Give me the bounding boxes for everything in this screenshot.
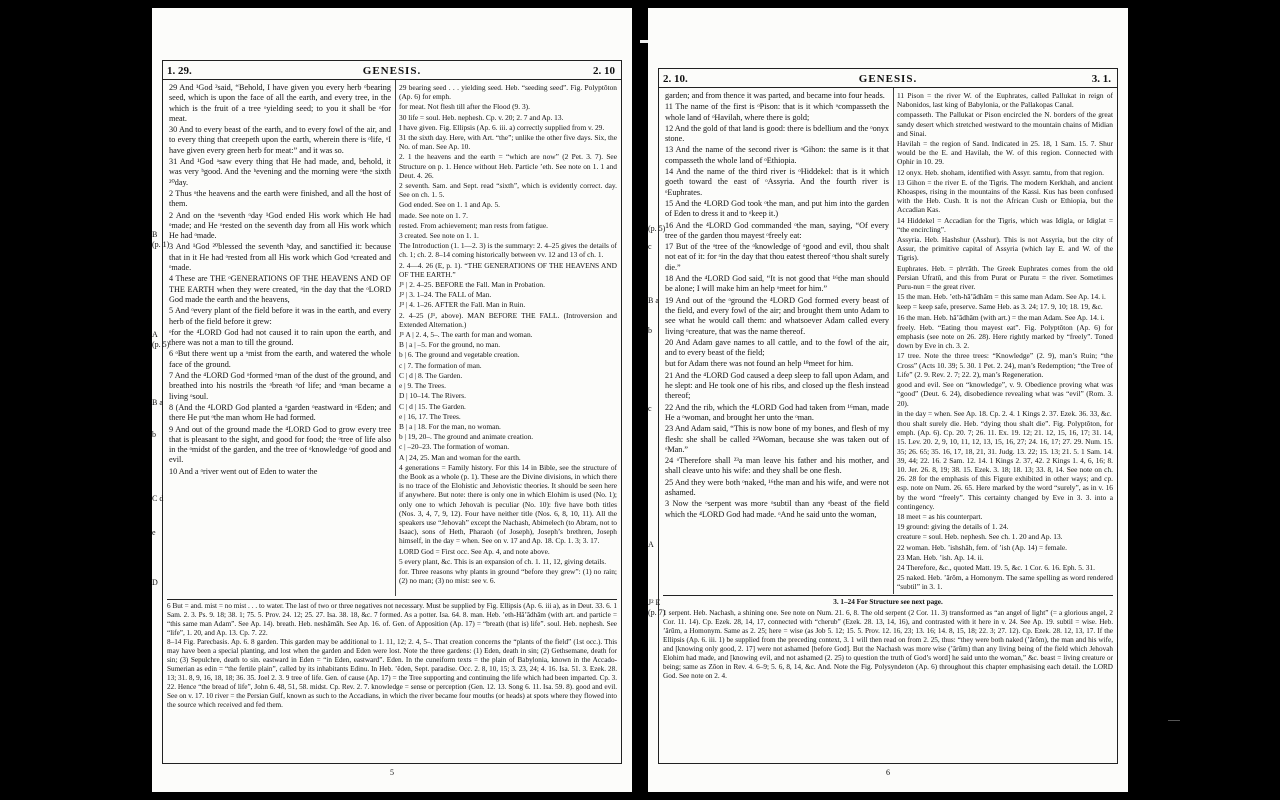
header-left-ref: 2. 10. [663, 73, 688, 85]
marginal-label: e [152, 528, 156, 537]
note-entry: keep = keep safe, preserve. Same Heb. as 3. 24; 17. 9, 10; 18. 19, &c. [897, 302, 1103, 312]
verse-paragraph: 30 And to every beast of the earth, and to every fowl of the air, and to every thing that creepeth upon the earth, wherein there is ᵒlife, ᵒI have given every green herb for meat:” and it was so. [169, 125, 391, 155]
marginal-label: (p. 5) [648, 224, 666, 233]
verse-paragraph: 17 But of the ᵒtree of the ᵒknowledge of ᵒgood and evil, thou shalt not eat of it: for ᵒin the day that thou eatest thereof ᵒthou shalt surely die.” [665, 242, 889, 272]
right-main-text [665, 91, 889, 591]
note-entry: A | 24, 25. Man and woman for the earth. [399, 452, 521, 462]
header-book-title: GENESIS. [362, 65, 422, 77]
footnote-paragraph: 8–14 Fig. Parecbasis. Ap. 6. 8 garden. This garden may be additional to 1. 11, 12; 2. 4, 5–. That creation concerns the “plants of the field” (1st occ.). This may have been a special planting, and lost when the garden and Eden were lost. Note the three gardens: (1) Eden, death in sin; (2) Gethsemane, death for sin; (3) Sepulchre, death to sin. eastward in Eden = “in Eden, eastward”. Eden. In the cuneiform texts = the plain of Babylonia, known in the Accado-Sumerian as edin = “the fertile plain”, called by its inhabitants Edinu. In Heb. ’êden, Sept. paradise. Occ. 2. 8, 10, 15; 3. 23, 24; 4. 16. Isa. 51. 3. Ezek. 28. 13; 31. 8, 9, 16, 18, 18; 36. 35. Joel 2. 3. 9 tree of life. Gen. of cause (Ap. 17) = the Tree supporting and continuing the life which had been imparted. Cp. 3. 22. Hence “the bread of life”, John 6. 48, 51, 58. midst. Cp. Rev. 2. 7. knowledge = sense or perception (Gen. 12. 13. Song 6. 11. Isa. 59. 8). good and evil. See on v. 17. 10 river = the Persian Gulf, known as such to the Accadians, in which the river became four mouths (or heads) at spots where they flowed into the source which received and fed them. [167, 638, 617, 709]
note-entry: C | d | 15. The Garden. [399, 401, 466, 411]
note-entry: 11 Pison = the river W. of the Euphrates, called Pallukat in reign of Nabonidos, last king of Babylonia, or the Pallakopas Canal. [897, 91, 1113, 110]
right-page-header [659, 73, 1117, 87]
verse-paragraph: but for Adam there was not found an help ¹⁸meet for him. [665, 359, 854, 369]
note-entry: J³ | 4. 1–26. AFTER the Fall. Man in Ruin. [399, 300, 526, 310]
column-divider [893, 88, 894, 594]
header-rule [659, 87, 1117, 88]
note-entry: 25 naked. Heb. ’ārōm, a Homonym. The same spelling as word rendered “subtil” in 3. 1. [897, 573, 1113, 591]
note-entry: for meat. Not flesh till after the Flood (9. 3). [399, 102, 530, 112]
note-entry: 31 the sixth day. Here, with Art. “the”; unlike the other five days. Six, the No. of man. See Ap. 10. [399, 133, 617, 152]
note-entry: 22 woman. Heb. ’ishshāh, fem. of ’ish (Ap. 14) = female. [897, 542, 1068, 552]
verse-paragraph: 20 And Adam gave names to all cattle, and to the fowl of the air, and to every beast of the field; [665, 337, 889, 358]
note-entry: e | 9. The Trees. [399, 381, 446, 391]
note-entry: freely. Heb. “Eating thou mayest eat”. Fig. Polyptōton (Ap. 6) for emphasis (see note on 26. 28). Here rightly marked by “freely”. Toned down by Eve in ch. 3. 2. [897, 322, 1113, 351]
verse-paragraph: 14 And the name of the third river is ᵒHiddekel: that is it which goeth toward the east of ᵒAssyria. And the fourth river is ᵒEuphrates. [665, 167, 889, 197]
verse-paragraph: 4 These are THE ᵒGENERATIONS OF THE HEAVENS AND OF THE EARTH when they were created, ᵒin the day that the ᵒLORD God made the earth and the heavens, [169, 274, 391, 304]
header-left-ref: 1. 29. [167, 65, 192, 77]
note-entry: 23 Man. Heb. ’ish. Ap. 14. ii. [897, 552, 984, 562]
note-entry: 24 Therefore, &c., quoted Matt. 19. 5, &c. 1 Cor. 6. 16. Eph. 5. 31. [897, 562, 1095, 572]
note-entry: 29 bearing seed . . . yielding seed. Heb. “seeding seed”. Fig. Polyptōton (Ap. 6) for emph. [399, 83, 617, 102]
verse-paragraph: ᵒfor the ⁴LORD God had not caused it to rain upon the earth, and there was not a man to till the ground. [169, 327, 391, 348]
note-entry: God ended. See on 1. 1 and Ap. 5. [399, 200, 500, 210]
left-footnotes [167, 599, 617, 762]
left-page-number: 5 [390, 768, 394, 777]
note-entry: 14 Hiddekel = Accadian for the Tigris, which was Idigla, or Idiglat = “the encircling”. [897, 215, 1113, 234]
right-notes-column [897, 91, 1113, 591]
marginal-label: J² E [648, 598, 661, 607]
note-entry: 2. 4—4. 26 (E, p. 1). “THE GENERATIONS OF THE HEAVENS AND OF THE EARTH.” [399, 260, 617, 279]
verse-paragraph: 3 Now the ᵒserpent was more ᵒsubtil than any ᵒbeast of the field which the ⁴LORD God had made. ᵒAnd he said unto the woman, [665, 499, 889, 519]
verse-paragraph: 2 Thus ᵒthe heavens and the earth were finished, and all the host of them. [169, 188, 391, 209]
column-divider [395, 80, 396, 596]
note-entry: B | a | 18. For the man, no woman. [399, 421, 501, 431]
verse-paragraph: 16 And the ⁴LORD God commanded ᵒthe man, saying, “Of every tree of the garden thou mayest ᵒfreely eat: [665, 220, 889, 240]
verse-paragraph: 23 And Adam said, “This is now bone of my bones, and flesh of my flesh: she shall be called ²²Woman, because she was taken out of ᵒMan.” [665, 424, 889, 454]
left-main-text [169, 83, 391, 593]
note-entry: 2. 4–25 (J¹, above). MAN BEFORE THE FALL. (Introversion and Extended Alternation.) [399, 310, 617, 329]
verse-paragraph: 21 And the ⁴LORD God caused a deep sleep to fall upon Adam, and he slept: and He took one of his ribs, and closed up the flesh instead thereof; [665, 370, 889, 401]
marginal-label: b [152, 430, 156, 439]
header-right-ref: 2. 10 [593, 65, 615, 77]
marginal-label: c [648, 242, 652, 251]
verse-paragraph: 19 And out of the ᵒground the ⁴LORD God formed every beast of the field, and every fowl of the air; and brought them unto Adam to see what he would call them: and whatsoever Adam called every living ᵒcreature, that was the name thereof. [665, 295, 889, 336]
note-entry: 13 Gihon = the river E. of the Tigris. The modern Kerkhah, and ancient Khoaspes, rising in the mountains of the Kassi. Kus has been confused with the Heb. Cush. It is not the African Cush or Ethiopia, but the Accadian Kas. [897, 177, 1113, 215]
note-entry: J¹ | 2. 4–25. BEFORE the Fall. Man in Probation. [399, 280, 545, 290]
right-page [648, 8, 1128, 792]
header-book-title: GENESIS. [858, 73, 918, 85]
marginal-label: b [648, 326, 652, 335]
verse-paragraph: 15 And the ⁴LORD God took ᵒthe man, and put him into the garden of Eden to dress it and to ᵒkeep it.) [665, 198, 889, 219]
marginal-label: D [152, 578, 158, 587]
note-entry: 18 meet = as his counterpart. [897, 511, 983, 521]
marginal-label: B [152, 230, 158, 239]
note-entry: compasseth. The Pallukat or Pison encircled the N. borders of the great sandy desert which stretched westward to the mountain chains of Midian and Sinai. [897, 110, 1113, 138]
verse-paragraph: 31 And ¹God ᵃsaw every thing that He had made, and, behold, it was very ᵇgood. And the ᵇevening and the morning were ᵒthe sixth ²⁰day. [169, 157, 391, 187]
note-entry: 12 onyx. Heb. shoham, identified with Assyr. samtu, from that region. [897, 167, 1104, 177]
verse-paragraph: 10 And a ᵒriver went out of Eden to water the [169, 466, 318, 476]
note-entry: J² | 3. 1–24. The FALL of Man. [399, 290, 492, 300]
verse-paragraph: 6 ᵒBut there went up a ᵒmist from the earth, and watered the whole face of the ground. [169, 349, 391, 369]
verse-paragraph: 12 And the gold of that land is good: there is bdellium and the ᵒonyx stone. [665, 123, 889, 144]
note-entry: C | d | 8. The Garden. [399, 370, 463, 380]
note-entry: c | –20–23. The formation of woman. [399, 442, 510, 452]
structure-heading: 3. 1–24 For Structure see next page. [833, 598, 943, 606]
note-entry: e | 16, 17. The Trees. [399, 411, 461, 421]
marginal-label: A [648, 540, 654, 549]
marginal-label: C d [152, 494, 164, 503]
note-entry: J¹ A | 2. 4, 5–. The earth for man and woman. [399, 330, 533, 340]
verse-paragraph: 8 (And the ⁴LORD God planted a ᵒgarden ᵒeastward in ᵒEden; and there He put ᵒthe man whom He had formed. [169, 402, 391, 423]
note-entry: thou shalt surely die. Heb. “dying thou shalt die”. Fig. Polyptōton, for emph. (Ap. 6). Cp. 20. 7; 26. 11. Ex. 19. 12; 21. 12, 15, 16, 17; 31. 14, 15. Lev. 20. 2, 9, 10, 11, 12, 13, 15, 16, 27; 24. 16, 17; 27. 29. Num. 15. 35; 26. 65; 35. 16, 17, 18, 21, 31. Judg. 13. 22; 15. 13; 21. 5. 1 Sam. 14. 39, 44; 22. 16. 2 Sam. 12. 14. 1 Kings 2. 37, 42. 2 Kings 1. 4, 6, 16; 8. 10. Jer. 26. 8, 19; 38. 15. Ezek. 3. 18; 18. 13; 33. 8, 14. See note on ch. 26. 28 for the emphasis of this Figure exhibited in other ways; and cp. esp. note on Num. 26. 65. Here marked by the word “surely”, as in v. 16 by the word “freely”. This certainty changed by Eve in 3. 3. into a contingency. [897, 418, 1113, 511]
note-entry: D | 10–14. The Rivers. [399, 391, 467, 401]
note-entry: 30 life = soul. Heb. nephesh. Cp. v. 20; 2. 7 and Ap. 13. [399, 112, 564, 122]
verse-paragraph: 7 And the ⁴LORD God ᵒformed ᵒman of the dust of the ground, and breathed into his nostrils the ᵒbreath ᵒof life; and ᵒman became a living ᵒsoul. [169, 371, 391, 401]
note-entry: The Introduction (1. 1—2. 3) is the summary: 2. 4–25 gives the details of ch. 1; ch. 2. 8–14 coming historically between vv. 12 and 13 of ch. 1. [399, 241, 617, 260]
marginal-label: (p. 1) [152, 240, 170, 249]
verse-paragraph: 25 And they were both ᵒnaked, ¹⁶the man and his wife, and were not ashamed. [665, 477, 889, 497]
left-page [152, 8, 632, 792]
note-entry: good and evil. See on “knowledge”, v. 9. Obedience proving what was “good” (Deut. 6. 24), disobedience revealing what was “evil” (Rom. 3. 20). [897, 380, 1113, 408]
right-page-frame [658, 68, 1118, 777]
note-entry: Havilah = the region of Sand. Indicated in 25. 18, 1 Sam. 15. 7. Shur would be the E. and Havilah, the W. of this region. Connected with Ophir in 10. 29. [897, 139, 1113, 167]
marginal-label: (p. 5) [152, 340, 170, 349]
marginal-label: (p. 7) [648, 608, 666, 617]
verse-paragraph: 18 And the ⁴LORD God said, “It is not good that ¹⁶the man should be alone; I will make him an help ᵒmeet for him.” [665, 274, 889, 294]
note-entry: 19 ground: giving the details of 1. 24. [897, 522, 1009, 532]
note-entry: in the day = when. See Ap. 18. Cp. 2. 4. 1 Kings 2. 37. Ezek. 36. 33, &c. [897, 408, 1112, 418]
footnote-paragraph: 6 But = and. mist = no mist . . . to water. The last of two or three negatives not necessary. Must be supplied by Fig. Ellipsis (Ap. 6. iii a), as in Deut. 33. 6. 1 Sam. 2. 3. Ps. 9. 18; 38. 1; 75. 5. Prov. 24. 12; 25. 27. Isa. 38. 18, &c. 7 formed. As a potter. Isa. 64. 8. man. Heb. ’eth-Hā’ādhām (with art. and particle = “this same man Adam”. See Ap. 14). breath. Heb. neshāmāh. See Ap. 16. of. Gen. of Apposition (Ap. 17) = “breath (that is) life”. soul. Heb. nephesh. See “life”, 1. 20, and Ap. 13. Cp. 7. 22. [167, 602, 617, 637]
right-page-number: 6 [886, 768, 890, 777]
note-entry: creature = soul. Heb. nephesh. See ch. 1. 20 and Ap. 13. [897, 532, 1063, 542]
note-entry: 5 every plant, &c. This is an expansion of ch. 1. 11, 12, giving details. [399, 556, 607, 566]
verse-paragraph: 5 And ᵒevery plant of the field before it was in the earth, and every herb of the field before it grew: [169, 306, 391, 326]
note-entry: 15 the man. Heb. ’eth-hā’ādhām = this same man Adam. See Ap. 14. i. [897, 292, 1106, 302]
footnote-paragraph: 1 serpent. Heb. Nachash, a shining one. See note on Num. 21. 6, 8. The old serpent (2 Cor. 11. 3) transformed as “an angel of light” (= a glorious angel, 2 Cor. 11. 14). Cp. Ezek. 28, 14, 17, connected with “cherub” (Ezek. 28. 13, 14, 16), and contrasted with it here in v. 24. See Ap. 19. subtil = wise. Heb. ’ārūm, a Homonym. Same as 2. 25; here = wise (as Job 5. 12; 15. 5. Prov. 12. 16, 23; 13. 16; 14. 8, 15, 18; 22. 3; 27. 12). Cp. Ezek. 28. 12, 13, 17. If the Ellipsis (Ap. 6. iii. 1) be supplied from the preceding context, 3. 1 will then read on from 2. 25, thus: “they were both naked (’ārōm), the man and his wife, and [knowing only good, 2. 17] were not ashamed [before God]. But the Nachash was more wise (’ārūm) than any living being of the field which Jehovah Elohim had made, and [knowing evil, and not ashamed (2. 25) to question the truth of God’s word] he said unto the woman,” &c. beast = living creature or being; same as Zōon in Rev. 4. 6–9; 5. 6, 8, 14, &c. And. Note the Fig. Polysyndeton (Ap. 6) throughout this chapter emphasising each detail. the LORD God. See note on 2. 4. [663, 609, 1113, 680]
verse-paragraph: 29 And ¹God ²said, “Behold, I have given you every herb ᵒbearing seed, which is upon the face of all the earth, and every tree, in the which is the fruit of a tree ᵒyielding seed; to you it shall be ᵒfor meat. [169, 83, 391, 123]
note-entry: 2. 1 the heavens and the earth = “which are now” (2 Pet. 3. 7). See Structure on p. 1. Hence without Heb. Particle ’eth. See note on 1. 1 and Deut. 4. 26. [399, 152, 617, 180]
verse-paragraph: 2 And on the ᵒseventh ᵒday ¹God ended His work which He had ᵒmade; and He ᵒrested on the seventh day from all His work which He had ᵒmade. [169, 210, 391, 241]
note-entry: b | 6. The ground and vegetable creation. [399, 350, 520, 360]
note-entry: rested. From achievement; man rests from fatigue. [399, 220, 548, 230]
right-footnotes [663, 595, 1113, 748]
marginal-label: c [648, 404, 652, 413]
verse-paragraph: 3 And ¹God ²⁰blessed the seventh ᵇday, and sanctified it: because that in it He had ᵒrested from all His work which God ᵒcreated and ᵒmade. [169, 242, 391, 273]
verse-paragraph: 24 ᵒTherefore shall ²³a man leave his father and his mother, and shall cleave unto his wife: and they shall be one flesh. [665, 456, 889, 476]
left-notes-column [399, 83, 617, 593]
left-page-header [163, 65, 621, 79]
note-entry: 4 generations = Family history. For this 14 in Bible, see the structure of the Book as a whole (p. 1). These are the Divine divisions, in which there is no trace of the Elohistic and Jehovistic theories. It should be seen here if anywhere. But note: there is only one in which Elohim is used (No. 1); only one to which Jehovah is peculiar (No. 10): five have both titles (Nos. 3, 4, 7, 9, 12). Four have neither title (Nos. 6, 8, 10, 11). All the speakers use “Jehovah” except the Nachash, Abimelech (to Abram, not to Isaac), sons of Heth, Pharaoh (of Joseph), Joseph’s brethren, Joseph himself, in the day = when. See on v. 17 and Ap. 18. Cp. 1. 3; 3. 17. [399, 462, 617, 546]
note-entry: for. Three reasons why plants in ground “before they grew”: (1) no rain; (2) no man; (3) no mist: see v. 6. [399, 566, 617, 586]
note-entry: made. See note on 1. 7. [399, 210, 468, 220]
note-entry: LORD God = First occ. See Ap. 4, and note above. [399, 546, 550, 556]
marginal-label: A [152, 330, 158, 339]
note-entry: c | 7. The formation of man. [399, 360, 482, 370]
verse-paragraph: 13 And the name of the second river is ᵒGihon: the same is it that compasseth the whole land of ᵒEthiopia. [665, 145, 889, 165]
note-entry: b | 19, 20–. The ground and animate creation. [399, 432, 534, 442]
marginal-label: B a [648, 296, 659, 305]
note-entry: 3 created. See note on 1. 1. [399, 231, 479, 241]
scan-edge [1168, 720, 1180, 721]
verse-paragraph: 11 The name of the first is ᵒPison: that is it which ᵒcompasseth the whole land of ᵒHavilah, where there is gold; [665, 102, 889, 122]
note-entry: B | a | –5. For the ground, no man. [399, 340, 501, 350]
note-entry: 17 tree. Note the three trees: “Knowledge” (2. 9), man’s Ruin; “the Cross” (Acts 10. 39; 5. 30. 1 Pet. 2. 24), man’s Redemption; “the Tree of Life” (2. 9. Rev. 2. 7; 22. 2), man’s Regeneration. [897, 351, 1113, 379]
note-entry: 2 seventh. Sam. and Sept. read “sixth”, which is evidently correct. day. See on ch. 1. 5. [399, 181, 617, 200]
verse-paragraph: garden; and from thence it was parted, and became into four heads. [665, 91, 885, 100]
note-entry: 16 the man. Heb. hā’ādhām (with art.) = the man Adam. See Ap. 14. i. [897, 312, 1105, 322]
verse-paragraph: 9 And out of the ground made the ⁴LORD God to grow every tree that is pleasant to the sight, and good for food; the ᵒtree of life also in the ᵒmidst of the garden, and the tree of ᵒknowledge ᵒof good and evil. [169, 424, 391, 465]
verse-paragraph: 22 And the rib, which the ⁴LORD God had taken from ¹⁶man, made He a ᵒwoman, and brought her unto the ᵒman. [665, 402, 889, 422]
note-entry: Assyria. Heb. Hashshur (Asshur). This is not Assyria, but the city of Assur, the primitive capital of Assyria (which lay E. and W. of the Tigris). [897, 235, 1113, 263]
note-entry: Euphrates. Heb. = phᵉrāth. The Greek Euphrates comes from the old Persian Ufratû, and this from Purat or Puratu = the river. Sometimes Puru-nun = the great river. [897, 263, 1113, 292]
left-page-frame [162, 60, 622, 777]
marginal-label: B a [152, 398, 163, 407]
header-rule [163, 79, 621, 80]
note-entry: I have given. Fig. Ellipsis (Ap. 6. iii. a) correctly supplied from v. 29. [399, 122, 605, 132]
header-right-ref: 3. 1. [1091, 73, 1111, 85]
